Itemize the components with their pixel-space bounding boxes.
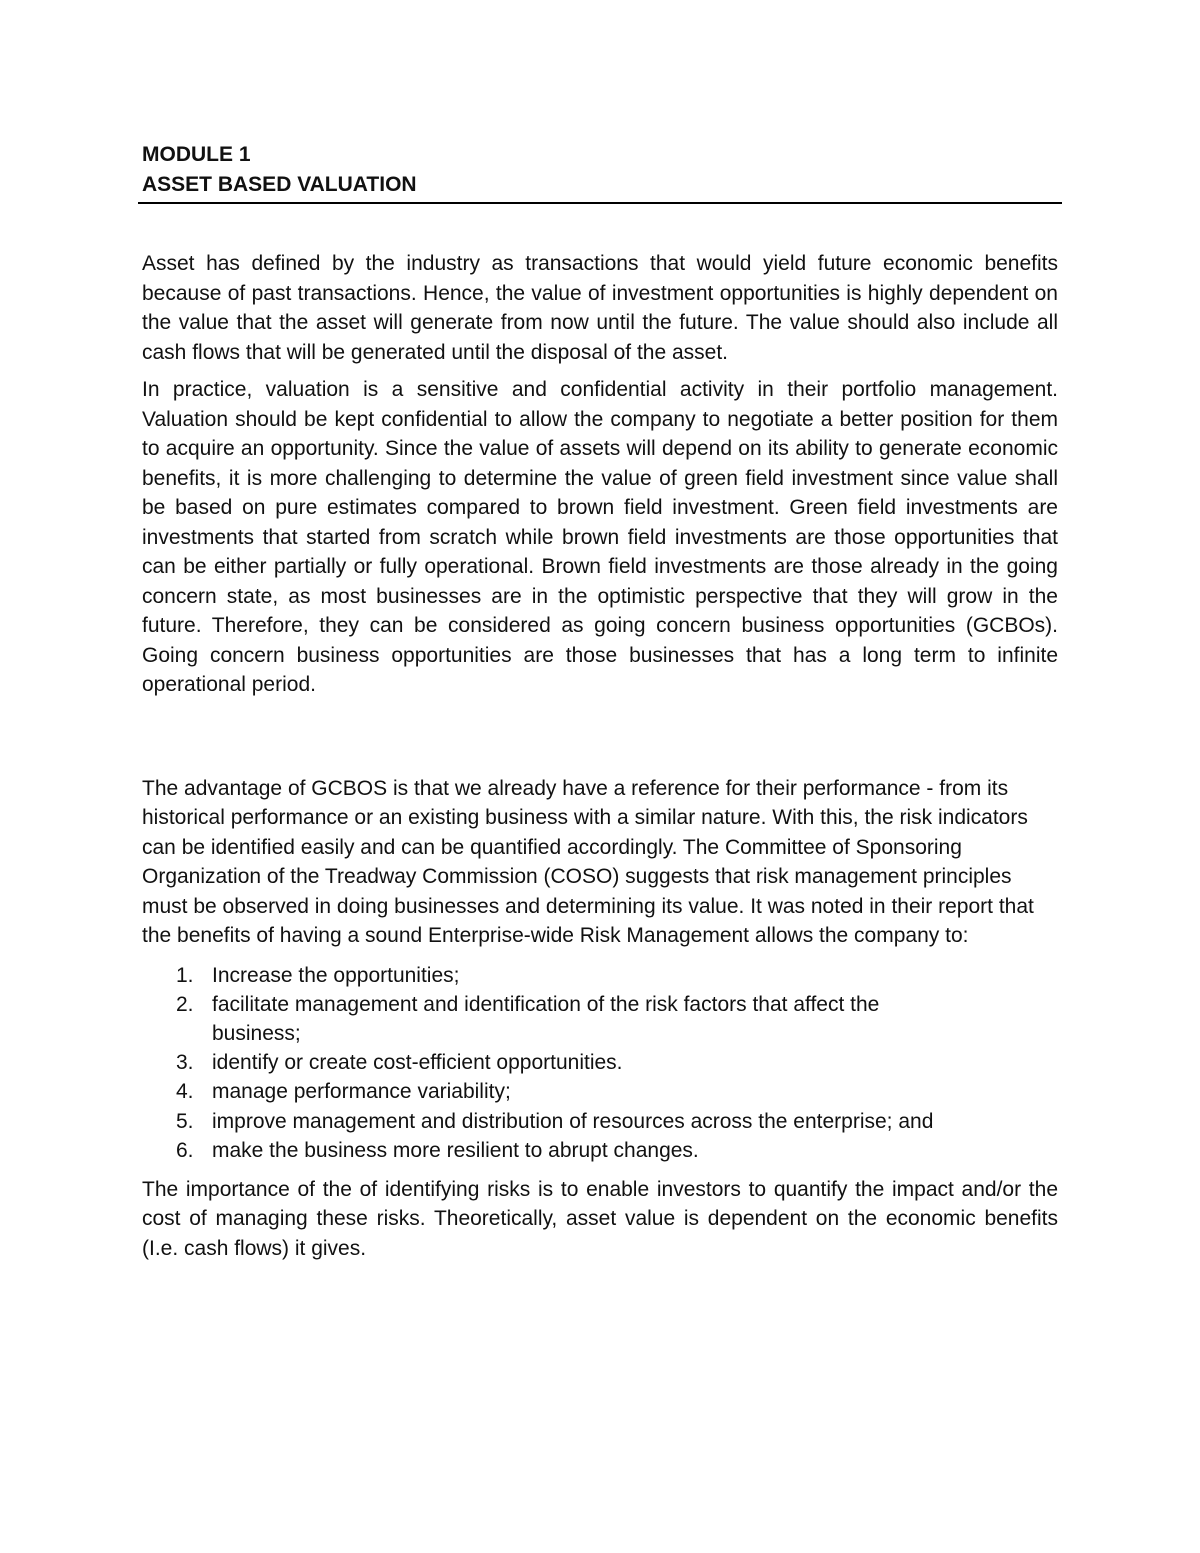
module-title: ASSET BASED VALUATION	[142, 173, 417, 196]
list-item	[138, 1048, 1062, 1077]
list-item-number: 5.	[176, 1109, 194, 1133]
list-item-text: make the business more resilient to abrupt changes.	[212, 1138, 699, 1162]
list-item-text: identify or create cost-efficient opportunities.	[212, 1051, 623, 1075]
benefits-list	[138, 961, 1062, 1165]
list-item-number: 3.	[176, 1051, 194, 1075]
list-item-text: Increase the opportunities;	[212, 963, 460, 987]
list-item-text: improve management and distribution of resources across the enterprise; and	[212, 1109, 934, 1133]
heading-divider	[138, 202, 1062, 204]
list-item-text: manage performance variability;	[212, 1080, 511, 1104]
list-item-number: 2.	[176, 992, 194, 1016]
document-page	[138, 140, 1062, 1263]
list-item	[138, 1107, 1062, 1136]
paragraph-gcbos-advantage: The advantage of GCBOS is that we already have a reference for their performance - from its historical performance or an existing business with a similar nature. With this, the risk indicators can be identified easily and can be quantified accordingly. The Committee of Sponsoring Organization of the Treadway Commission (COSO) suggests that risk management principles must be observed in doing businesses and determining its value. It was noted in their report that the benefits of having a sound Enterprise-wide Risk Management allows the company to:	[142, 776, 1034, 947]
paragraph-asset-definition: Asset has defined by the industry as transactions that would yield future economic benefits because of past transactions. Hence, the value of investment opportunities is highly dependent on the value that the asset will generate from now until the future. The value should also include all cash flows that will be generated until the disposal of the asset.	[142, 252, 1058, 364]
module-label: MODULE 1	[142, 143, 251, 166]
list-item	[138, 961, 1062, 990]
paragraph-valuation-practice: In practice, valuation is a sensitive and confidential activity in their portfolio management. Valuation should be kept confidential to allow the company to negotiate a better position for them to acquire an opportunity. Since the value of assets will depend on its ability to generate economic benefits, it is more challenging to determine the value of green field investment since value shall be based on pure estimates compared to brown field investment. Green field investments are investments that started from scratch while brown field investments are those opportunities that can be either partially or fully operational. Brown field investments are those already in the going concern state, as most businesses are in the optimistic perspective that they will grow in the future. Therefore, they can be considered as going concern business opportunities (GCBOs). Going concern business opportunities are those businesses that has a long term to infinite operational period.	[142, 378, 1058, 696]
list-item-text: facilitate management and identification of the risk factors that affect the business;	[212, 992, 880, 1045]
list-item-number: 4.	[176, 1080, 194, 1104]
paragraph-risk-importance: The importance of the of identifying risks is to enable investors to quantify the impact and/or the cost of managing these risks. Theoretically, asset value is dependent on the economic benefits (I.e. cash flows) it gives.	[142, 1177, 1058, 1260]
list-item	[138, 1077, 1062, 1106]
list-item	[138, 990, 1062, 1048]
list-item	[138, 1136, 1062, 1165]
list-item-number: 1.	[176, 963, 194, 987]
list-item-number: 6.	[176, 1138, 194, 1162]
